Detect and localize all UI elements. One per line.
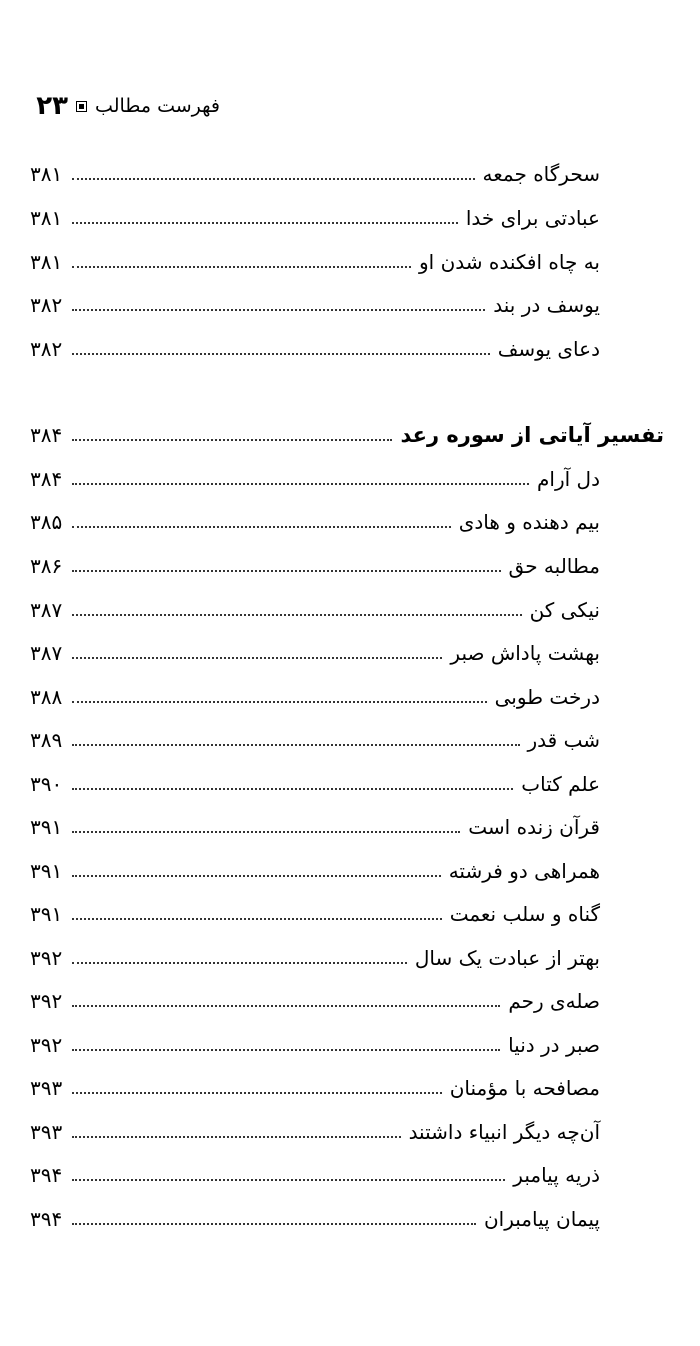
entry-title: یوسف در بند [493,293,600,317]
dot-leader [72,1136,400,1138]
toc-entry[interactable] [30,892,600,936]
entry-page: ۳۸۵ [30,510,63,534]
entry-title: آن‌چه دیگر انبیاء داشتند [408,1120,600,1144]
dot-leader [72,1223,476,1225]
entry-page: ۳۸۷ [30,641,63,665]
entry-title: قرآن زنده است [468,815,600,839]
entry-page: ۳۸۴ [30,467,63,491]
dot-leader [72,875,440,877]
dot-leader [72,439,392,441]
entry-page: ۳۸۶ [30,554,63,578]
entry-title: بهتر از عبادت یک سال [414,946,600,970]
entry-title: درخت طوبی [494,685,600,709]
entry-title: دل آرام [537,467,600,491]
entry-page: ۳۸۲ [30,293,63,317]
toc-entry[interactable] [30,500,600,544]
entry-title: پیمان پیامبران [483,1207,600,1231]
dot-leader [72,918,441,920]
dot-leader [72,222,458,224]
heading-title: تفسیر آیاتی از سوره رعد [400,423,664,447]
toc-entry[interactable] [30,544,600,588]
toc-entry[interactable] [30,283,600,327]
dot-leader [72,1049,500,1051]
toc-entry[interactable] [30,762,600,806]
entry-title: دعای یوسف [497,337,600,361]
entry-page: ۳۸۷ [30,598,63,622]
entry-title: بهشت پاداش صبر [450,641,600,665]
toc-entry[interactable] [30,327,600,371]
entry-title: بیم دهنده و هادی [458,510,600,534]
entry-page: ۳۸۱ [30,206,63,230]
entry-title: سحرگاه جمعه [482,162,600,186]
toc-entry[interactable] [30,152,600,196]
dot-leader [72,309,485,311]
toc-entry[interactable] [30,588,600,632]
toc-entry[interactable] [30,718,600,762]
entry-page: ۳۸۱ [30,250,63,274]
header-page-number: ۲۳ [36,91,69,121]
entry-page: ۳۸۹ [30,728,63,752]
entry-page: ۳۸۱ [30,162,63,186]
entry-title: مطالبه حق [508,554,600,578]
running-header [30,88,220,124]
toc-entry[interactable] [30,457,600,501]
toc-entry[interactable] [30,1110,600,1154]
entry-page: ۳۹۲ [30,989,63,1013]
entry-title: صله‌ی رحم [508,989,600,1013]
dot-leader [72,744,519,746]
entry-page: ۳۹۱ [30,815,63,839]
dot-leader [72,831,460,833]
entry-page: ۳۹۳ [30,1076,63,1100]
toc-heading[interactable] [30,413,664,457]
toc-entry[interactable] [30,1023,600,1067]
dot-leader [72,788,513,790]
dot-leader [72,483,529,485]
entry-page: ۳۹۱ [30,902,63,926]
entry-title: به چاه افکنده شدن او [419,250,600,274]
toc-entry[interactable] [30,805,600,849]
dot-leader [72,178,474,180]
toc-entry[interactable] [30,979,600,1023]
square-bullet-icon [76,101,87,112]
dot-leader [72,1005,500,1007]
entry-title: همراهی دو فرشته [448,859,600,883]
dot-leader [72,657,442,659]
entry-page: ۳۹۳ [30,1120,63,1144]
heading-page: ۳۸۴ [30,423,63,447]
entry-page: ۳۹۴ [30,1163,63,1187]
entry-page: ۳۹۴ [30,1207,63,1231]
toc-entry[interactable] [30,631,600,675]
entry-title: مصافحه با مؤمنان [449,1076,600,1100]
entry-title: صبر در دنیا [508,1033,600,1057]
entry-page: ۳۹۲ [30,1033,63,1057]
entry-page: ۳۹۱ [30,859,63,883]
dot-leader [72,526,450,528]
entry-title: علم کتاب [521,772,600,796]
header-title: فهرست مطالب [95,95,220,117]
entry-page: ۳۸۸ [30,685,63,709]
entry-page: ۳۸۲ [30,337,63,361]
toc-entry[interactable] [30,675,600,719]
dot-leader [72,1179,505,1181]
dot-leader [72,266,411,268]
entry-page: ۳۹۰ [30,772,63,796]
toc-entry[interactable] [30,1153,600,1197]
dot-leader [72,614,521,616]
entry-title: نیکی کن [529,598,600,622]
entry-title: عبادتی برای خدا [465,206,600,230]
entry-page: ۳۹۲ [30,946,63,970]
dot-leader [72,353,489,355]
dot-leader [72,962,407,964]
entry-title: شب قدر [527,728,600,752]
toc-entry[interactable] [30,240,600,284]
entry-title: گناه و سلب نعمت [449,902,600,926]
dot-leader [72,570,500,572]
dot-leader [72,1092,441,1094]
toc-entry[interactable] [30,1066,600,1110]
dot-leader [72,701,486,703]
toc-entry[interactable] [30,1197,600,1241]
toc-entry[interactable] [30,936,600,980]
toc-entry[interactable] [30,849,600,893]
toc-entry[interactable] [30,196,600,240]
entry-title: ذریه پیامبر [513,1163,600,1187]
